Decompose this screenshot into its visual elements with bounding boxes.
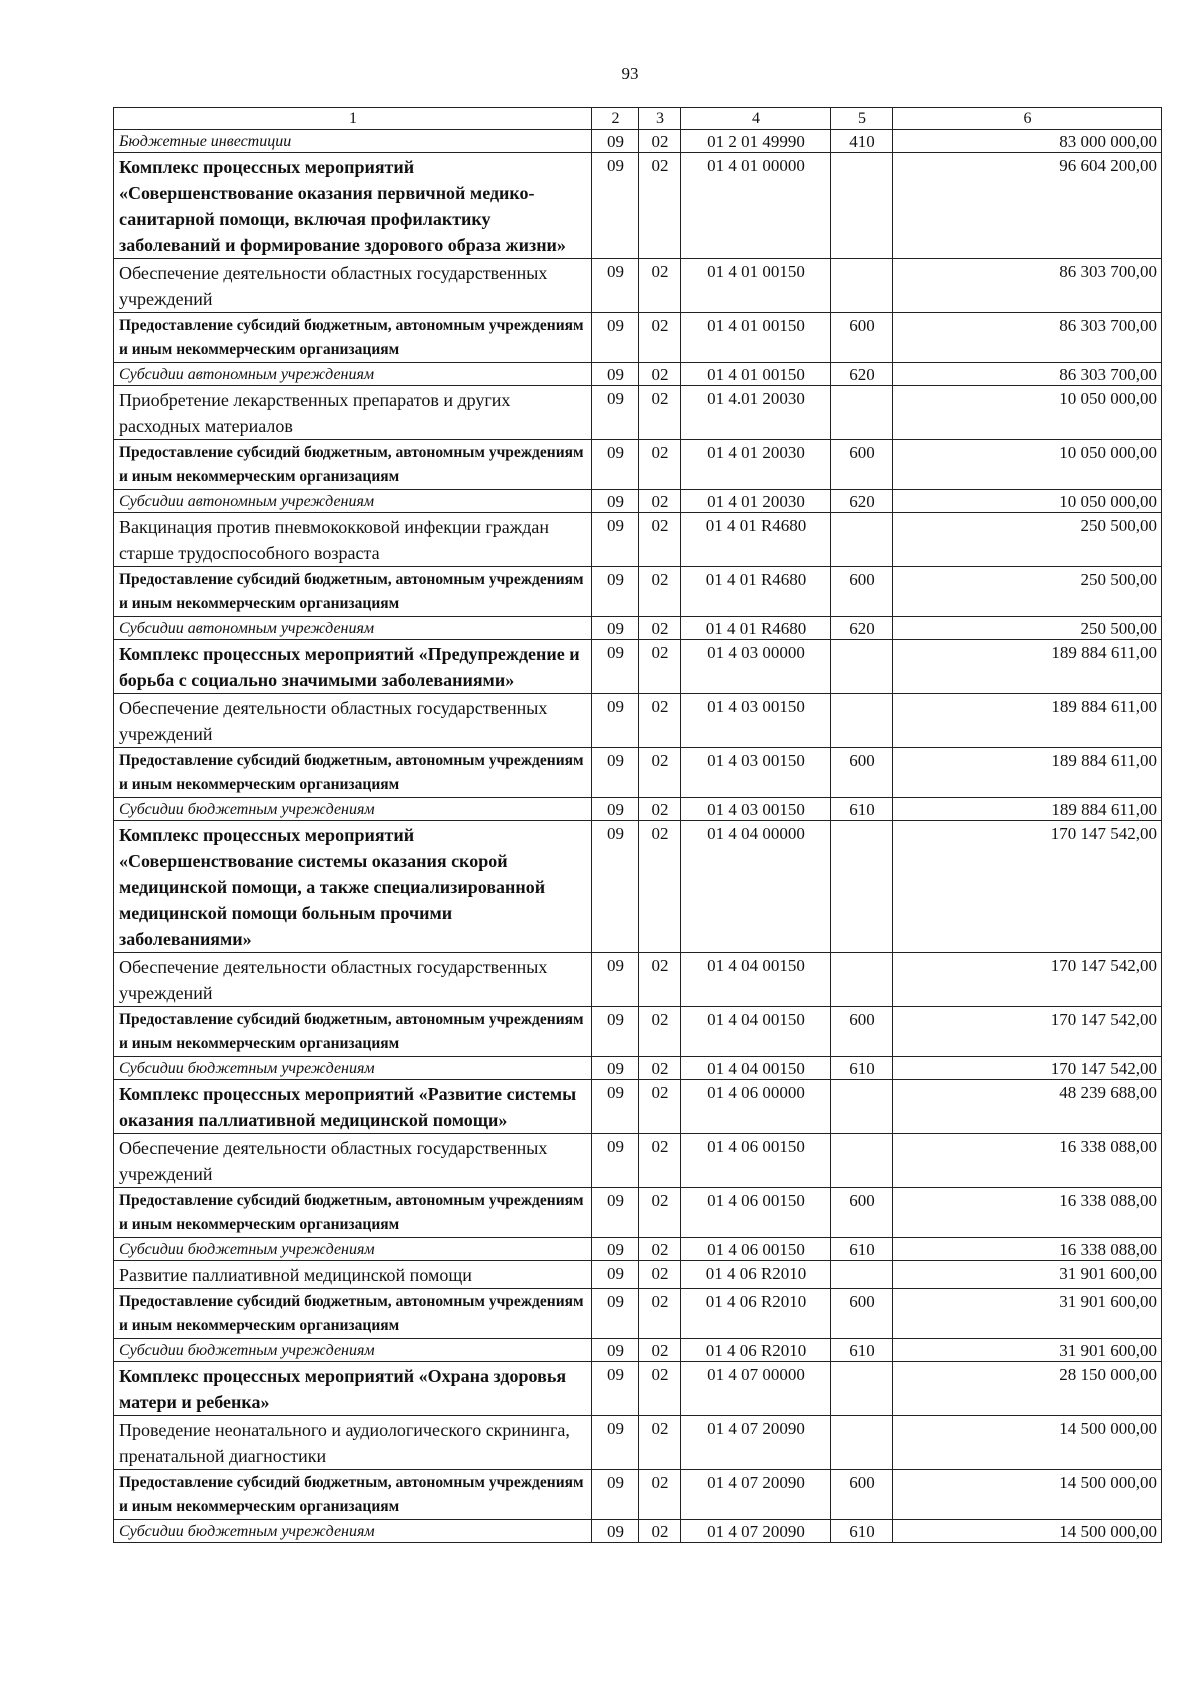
amount-cell: 170 147 542,00: [893, 1007, 1162, 1057]
amount-cell: 86 303 700,00: [893, 363, 1162, 386]
subsection-code-cell: 02: [639, 953, 681, 1007]
section-code-cell: 09: [592, 386, 639, 440]
subsection-code-cell: 02: [639, 567, 681, 617]
table-row: [114, 1188, 1162, 1238]
subsection-code-cell: 02: [639, 1416, 681, 1470]
expense-type-cell: [831, 1080, 893, 1134]
section-code-cell: 09: [592, 617, 639, 640]
subsection-code-cell: 02: [639, 363, 681, 386]
row-name-cell: Обеспечение деятельности областных государственных учреждений: [114, 953, 592, 1007]
header-cell: 6: [893, 108, 1162, 130]
row-name-cell: Комплекс процессных мероприятий «Предупреждение и борьба с социально значимыми заболеваниями»: [114, 640, 592, 694]
expense-type-cell: [831, 821, 893, 953]
target-article-cell: 01 4 06 R2010: [681, 1339, 831, 1362]
subsection-code-cell: 02: [639, 821, 681, 953]
section-code-cell: 09: [592, 1238, 639, 1261]
amount-cell: 48 239 688,00: [893, 1080, 1162, 1134]
amount-cell: 250 500,00: [893, 513, 1162, 567]
expense-type-cell: [831, 386, 893, 440]
table-row: [114, 821, 1162, 953]
section-code-cell: 09: [592, 1188, 639, 1238]
subsection-code-cell: 02: [639, 1261, 681, 1289]
table-row: [114, 1362, 1162, 1416]
row-name-cell: Развитие паллиативной медицинской помощи: [114, 1261, 592, 1289]
amount-cell: 250 500,00: [893, 617, 1162, 640]
amount-cell: 31 901 600,00: [893, 1261, 1162, 1289]
table-row: [114, 513, 1162, 567]
table-row: [114, 748, 1162, 798]
row-name-cell: Предоставление субсидий бюджетным, автономным учреждениям и иным некоммерческим организациям: [114, 440, 592, 490]
table-row: [114, 694, 1162, 748]
row-name-cell: Обеспечение деятельности областных государственных учреждений: [114, 259, 592, 313]
section-code-cell: 09: [592, 1007, 639, 1057]
amount-cell: 170 147 542,00: [893, 1057, 1162, 1080]
table-row: [114, 1470, 1162, 1520]
table-row: [114, 1080, 1162, 1134]
expense-type-cell: 600: [831, 313, 893, 363]
table-row: [114, 640, 1162, 694]
subsection-code-cell: 02: [639, 1520, 681, 1543]
table-row: [114, 1289, 1162, 1339]
subsection-code-cell: 02: [639, 1080, 681, 1134]
amount-cell: 31 901 600,00: [893, 1289, 1162, 1339]
section-code-cell: 09: [592, 748, 639, 798]
section-code-cell: 09: [592, 1520, 639, 1543]
amount-cell: 86 303 700,00: [893, 259, 1162, 313]
expense-type-cell: 620: [831, 363, 893, 386]
amount-cell: 189 884 611,00: [893, 798, 1162, 821]
target-article-cell: 01 4 06 R2010: [681, 1289, 831, 1339]
expense-type-cell: 600: [831, 1007, 893, 1057]
row-name-cell: Обеспечение деятельности областных государственных учреждений: [114, 1134, 592, 1188]
row-name-cell: Комплекс процессных мероприятий «Охрана здоровья матери и ребенка»: [114, 1362, 592, 1416]
expense-type-cell: [831, 694, 893, 748]
target-article-cell: 01 4 01 R4680: [681, 567, 831, 617]
target-article-cell: 01 4 04 00150: [681, 1057, 831, 1080]
expense-type-cell: [831, 1362, 893, 1416]
expense-type-cell: 610: [831, 1057, 893, 1080]
expense-type-cell: 600: [831, 748, 893, 798]
table-row: [114, 490, 1162, 513]
row-name-cell: Вакцинация против пневмококковой инфекции граждан старше трудоспособного возраста: [114, 513, 592, 567]
amount-cell: 96 604 200,00: [893, 153, 1162, 259]
subsection-code-cell: 02: [639, 617, 681, 640]
section-code-cell: 09: [592, 153, 639, 259]
target-article-cell: 01 4 01 00150: [681, 363, 831, 386]
amount-cell: 14 500 000,00: [893, 1416, 1162, 1470]
amount-cell: 189 884 611,00: [893, 640, 1162, 694]
subsection-code-cell: 02: [639, 386, 681, 440]
amount-cell: 16 338 088,00: [893, 1238, 1162, 1261]
expense-type-cell: 620: [831, 490, 893, 513]
amount-cell: 16 338 088,00: [893, 1188, 1162, 1238]
section-code-cell: 09: [592, 1134, 639, 1188]
table-row: [114, 1057, 1162, 1080]
subsection-code-cell: 02: [639, 1362, 681, 1416]
section-code-cell: 09: [592, 1057, 639, 1080]
row-name-cell: Комплекс процессных мероприятий «Совершенствование оказания первичной медико-санитарной помощи, включая профилактику заболеваний и формирование здорового образа жизни»: [114, 153, 592, 259]
amount-cell: 170 147 542,00: [893, 821, 1162, 953]
page-number: 93: [621, 64, 639, 83]
section-code-cell: 09: [592, 1362, 639, 1416]
row-name-cell: Предоставление субсидий бюджетным, автономным учреждениям и иным некоммерческим организациям: [114, 567, 592, 617]
expense-type-cell: 600: [831, 1289, 893, 1339]
subsection-code-cell: 02: [639, 1339, 681, 1362]
section-code-cell: 09: [592, 567, 639, 617]
subsection-code-cell: 02: [639, 313, 681, 363]
target-article-cell: 01 4 06 R2010: [681, 1261, 831, 1289]
subsection-code-cell: 02: [639, 1470, 681, 1520]
subsection-code-cell: 02: [639, 153, 681, 259]
amount-cell: 10 050 000,00: [893, 440, 1162, 490]
target-article-cell: 01 4 06 00150: [681, 1134, 831, 1188]
row-name-cell: Бюджетные инвестиции: [114, 130, 592, 153]
target-article-cell: 01 4 01 00150: [681, 313, 831, 363]
section-code-cell: 09: [592, 313, 639, 363]
subsection-code-cell: 02: [639, 440, 681, 490]
row-name-cell: Проведение неонатального и аудиологического скрининга, пренатальной диагностики: [114, 1416, 592, 1470]
header-cell: 4: [681, 108, 831, 130]
row-name-cell: Субсидии автономным учреждениям: [114, 490, 592, 513]
subsection-code-cell: 02: [639, 1238, 681, 1261]
section-code-cell: 09: [592, 640, 639, 694]
amount-cell: 83 000 000,00: [893, 130, 1162, 153]
target-article-cell: 01 4 01 R4680: [681, 617, 831, 640]
budget-table: [113, 107, 1162, 1543]
subsection-code-cell: 02: [639, 513, 681, 567]
amount-cell: 189 884 611,00: [893, 748, 1162, 798]
target-article-cell: 01 4 01 00000: [681, 153, 831, 259]
expense-type-cell: [831, 1261, 893, 1289]
subsection-code-cell: 02: [639, 130, 681, 153]
expense-type-cell: [831, 153, 893, 259]
row-name-cell: Предоставление субсидий бюджетным, автономным учреждениям и иным некоммерческим организациям: [114, 1188, 592, 1238]
table-row: [114, 313, 1162, 363]
amount-cell: 250 500,00: [893, 567, 1162, 617]
target-article-cell: 01 4 01 20030: [681, 440, 831, 490]
expense-type-cell: 610: [831, 798, 893, 821]
section-code-cell: 09: [592, 363, 639, 386]
row-name-cell: Обеспечение деятельности областных государственных учреждений: [114, 694, 592, 748]
amount-cell: 10 050 000,00: [893, 386, 1162, 440]
target-article-cell: 01 4 03 00150: [681, 694, 831, 748]
section-code-cell: 09: [592, 440, 639, 490]
row-name-cell: Предоставление субсидий бюджетным, автономным учреждениям и иным некоммерческим организациям: [114, 313, 592, 363]
table-header-row: [114, 108, 1162, 130]
table-row: [114, 1339, 1162, 1362]
target-article-cell: 01 4 07 00000: [681, 1362, 831, 1416]
section-code-cell: 09: [592, 1470, 639, 1520]
section-code-cell: 09: [592, 694, 639, 748]
row-name-cell: Субсидии бюджетным учреждениям: [114, 1057, 592, 1080]
section-code-cell: 09: [592, 259, 639, 313]
target-article-cell: 01 4 04 00000: [681, 821, 831, 953]
table-row: [114, 130, 1162, 153]
amount-cell: 170 147 542,00: [893, 953, 1162, 1007]
subsection-code-cell: 02: [639, 748, 681, 798]
table-row: [114, 363, 1162, 386]
target-article-cell: 01 4 07 20090: [681, 1520, 831, 1543]
header-cell: 1: [114, 108, 592, 130]
target-article-cell: 01 4 01 R4680: [681, 513, 831, 567]
target-article-cell: 01 4 04 00150: [681, 1007, 831, 1057]
target-article-cell: 01 4 03 00150: [681, 748, 831, 798]
amount-cell: 14 500 000,00: [893, 1470, 1162, 1520]
row-name-cell: Субсидии бюджетным учреждениям: [114, 1520, 592, 1543]
subsection-code-cell: 02: [639, 1057, 681, 1080]
subsection-code-cell: 02: [639, 1134, 681, 1188]
row-name-cell: Субсидии бюджетным учреждениям: [114, 798, 592, 821]
table-row: [114, 617, 1162, 640]
target-article-cell: 01 4 06 00150: [681, 1188, 831, 1238]
amount-cell: 86 303 700,00: [893, 313, 1162, 363]
header-cell: 3: [639, 108, 681, 130]
section-code-cell: 09: [592, 513, 639, 567]
row-name-cell: Предоставление субсидий бюджетным, автономным учреждениям и иным некоммерческим организациям: [114, 1470, 592, 1520]
table-row: [114, 1007, 1162, 1057]
target-article-cell: 01 4 01 20030: [681, 490, 831, 513]
expense-type-cell: 600: [831, 440, 893, 490]
subsection-code-cell: 02: [639, 1007, 681, 1057]
table-row: [114, 1416, 1162, 1470]
expense-type-cell: 600: [831, 1188, 893, 1238]
row-name-cell: Приобретение лекарственных препаратов и других расходных материалов: [114, 386, 592, 440]
expense-type-cell: 610: [831, 1238, 893, 1261]
expense-type-cell: 600: [831, 567, 893, 617]
target-article-cell: 01 4 07 20090: [681, 1416, 831, 1470]
amount-cell: 14 500 000,00: [893, 1520, 1162, 1543]
target-article-cell: 01 4 07 20090: [681, 1470, 831, 1520]
expense-type-cell: 610: [831, 1520, 893, 1543]
section-code-cell: 09: [592, 490, 639, 513]
row-name-cell: Комплекс процессных мероприятий «Развитие системы оказания паллиативной медицинской помощи»: [114, 1080, 592, 1134]
target-article-cell: 01 4 04 00150: [681, 953, 831, 1007]
subsection-code-cell: 02: [639, 259, 681, 313]
row-name-cell: Предоставление субсидий бюджетным, автономным учреждениям и иным некоммерческим организациям: [114, 1289, 592, 1339]
section-code-cell: 09: [592, 953, 639, 1007]
subsection-code-cell: 02: [639, 694, 681, 748]
row-name-cell: Предоставление субсидий бюджетным, автономным учреждениям и иным некоммерческим организациям: [114, 1007, 592, 1057]
amount-cell: 10 050 000,00: [893, 490, 1162, 513]
target-article-cell: 01 4 03 00150: [681, 798, 831, 821]
target-article-cell: 01 4 06 00000: [681, 1080, 831, 1134]
target-article-cell: 01 4 03 00000: [681, 640, 831, 694]
amount-cell: 189 884 611,00: [893, 694, 1162, 748]
table-row: [114, 386, 1162, 440]
row-name-cell: Субсидии автономным учреждениям: [114, 363, 592, 386]
header-cell: 2: [592, 108, 639, 130]
amount-cell: 28 150 000,00: [893, 1362, 1162, 1416]
section-code-cell: 09: [592, 1416, 639, 1470]
expense-type-cell: 610: [831, 1339, 893, 1362]
section-code-cell: 09: [592, 1261, 639, 1289]
table-row: [114, 1238, 1162, 1261]
table-row: [114, 953, 1162, 1007]
target-article-cell: 01 4.01 20030: [681, 386, 831, 440]
target-article-cell: 01 4 01 00150: [681, 259, 831, 313]
expense-type-cell: [831, 953, 893, 1007]
section-code-cell: 09: [592, 1080, 639, 1134]
subsection-code-cell: 02: [639, 1289, 681, 1339]
subsection-code-cell: 02: [639, 640, 681, 694]
section-code-cell: 09: [592, 798, 639, 821]
subsection-code-cell: 02: [639, 1188, 681, 1238]
table-row: [114, 259, 1162, 313]
target-article-cell: 01 4 06 00150: [681, 1238, 831, 1261]
amount-cell: 16 338 088,00: [893, 1134, 1162, 1188]
expense-type-cell: [831, 259, 893, 313]
row-name-cell: Субсидии автономным учреждениям: [114, 617, 592, 640]
table-row: [114, 567, 1162, 617]
expense-type-cell: [831, 640, 893, 694]
section-code-cell: 09: [592, 821, 639, 953]
row-name-cell: Комплекс процессных мероприятий «Совершенствование системы оказания скорой медицинской помощи, а также специализированной медицинской помощи больным прочими заболеваниями»: [114, 821, 592, 953]
expense-type-cell: 620: [831, 617, 893, 640]
table-row: [114, 1520, 1162, 1543]
subsection-code-cell: 02: [639, 490, 681, 513]
amount-cell: 31 901 600,00: [893, 1339, 1162, 1362]
expense-type-cell: 410: [831, 130, 893, 153]
table-row: [114, 798, 1162, 821]
section-code-cell: 09: [592, 1339, 639, 1362]
expense-type-cell: [831, 1134, 893, 1188]
table-row: [114, 1134, 1162, 1188]
expense-type-cell: [831, 513, 893, 567]
expense-type-cell: [831, 1416, 893, 1470]
section-code-cell: 09: [592, 1289, 639, 1339]
row-name-cell: Предоставление субсидий бюджетным, автономным учреждениям и иным некоммерческим организациям: [114, 748, 592, 798]
expense-type-cell: 600: [831, 1470, 893, 1520]
table-row: [114, 153, 1162, 259]
row-name-cell: Субсидии бюджетным учреждениям: [114, 1339, 592, 1362]
subsection-code-cell: 02: [639, 798, 681, 821]
row-name-cell: Субсидии бюджетным учреждениям: [114, 1238, 592, 1261]
section-code-cell: 09: [592, 130, 639, 153]
table-row: [114, 440, 1162, 490]
table-row: [114, 1261, 1162, 1289]
header-cell: 5: [831, 108, 893, 130]
target-article-cell: 01 2 01 49990: [681, 130, 831, 153]
